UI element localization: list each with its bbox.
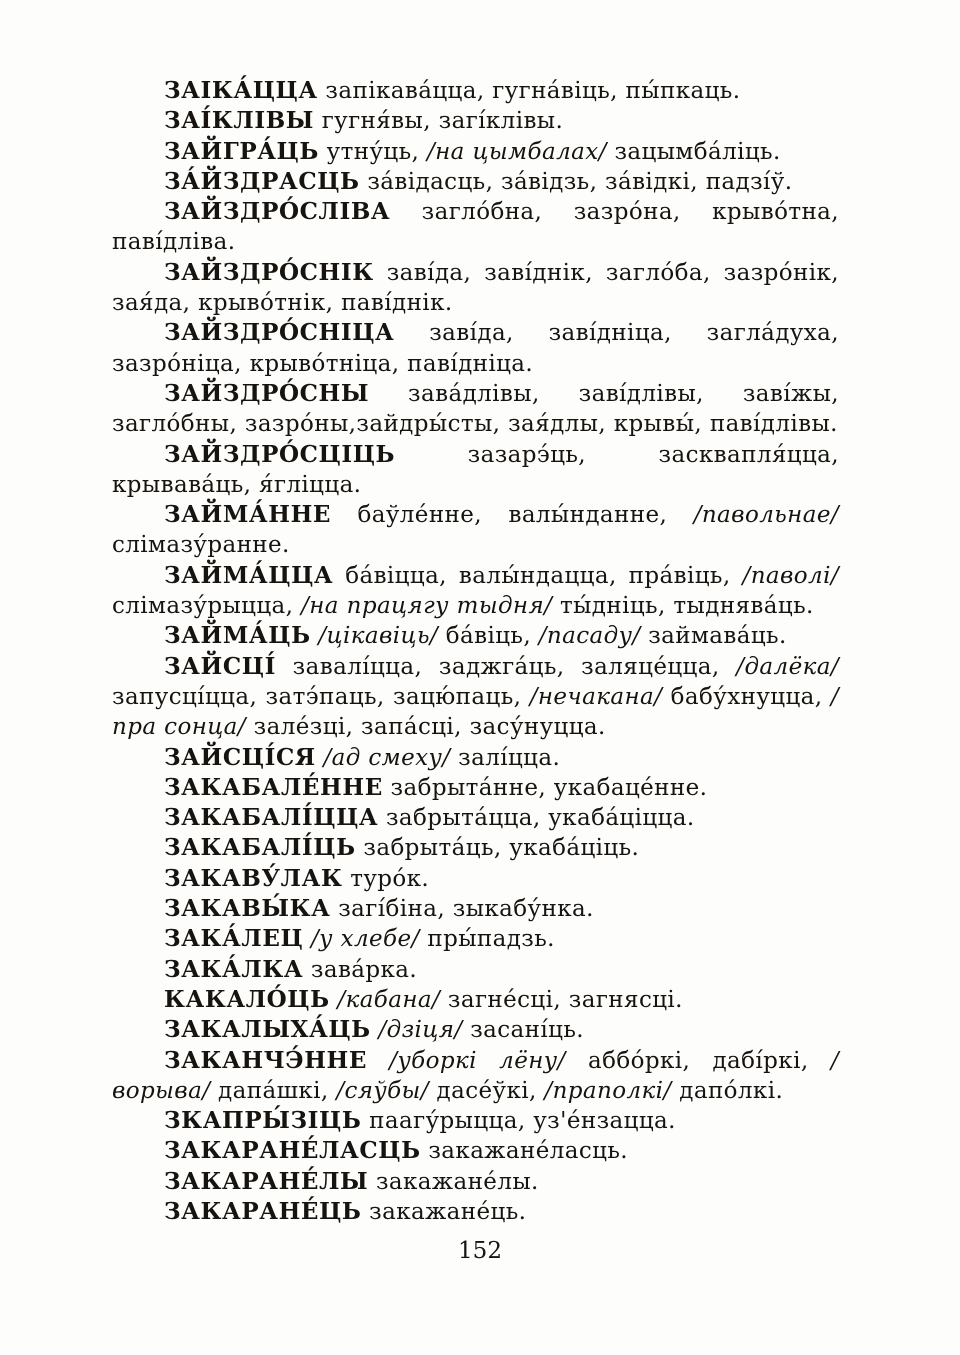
dictionary-entry (112, 197, 839, 258)
dictionary-entry (112, 561, 839, 622)
synonyms-text: залі́цца. (450, 744, 561, 771)
context-note: /дзіця/ (370, 1017, 463, 1044)
page-number: 152 (458, 1238, 502, 1264)
headword: ЗАЙЗДРО́СЦІЦЬ (164, 440, 396, 468)
synonyms-text: утну́ць, (318, 138, 420, 165)
dictionary-entry (112, 1015, 839, 1045)
context-note: /паволі/ (730, 562, 840, 589)
headword: ЗКАПРЫ́ЗІЦЬ (164, 1107, 362, 1135)
dictionary-entries (112, 76, 839, 1227)
headword: ЗАЙЗДРО́СНІК (164, 258, 374, 286)
context-note: /сяўбы/ (328, 1077, 429, 1104)
headword: ЗАЙСЦІ́ (164, 652, 276, 680)
synonyms-text: займава́ць. (640, 623, 787, 650)
context-note: /пасаду/ (531, 623, 641, 650)
synonyms-text: закажане́ласць. (420, 1138, 628, 1165)
headword: ЗАЙМА́ЦЦА (164, 561, 334, 589)
synonyms-text: загло́бна, зазро́на, крыво́тна, паві́дліва. (112, 199, 839, 256)
context-note: /пра сонца/ (112, 683, 839, 741)
headword: ЗАКАРАНЕ́ЦЬ (164, 1197, 362, 1225)
synonyms-text: гугня́вы, загі́клівы. (313, 108, 564, 135)
headword: ЗАКАЛЫХА́ЦЬ (164, 1016, 371, 1044)
synonyms-text: запусці́цца, затэ́паць, зацю́паць, (112, 683, 522, 710)
synonyms-text: зазарэ́ць, засквапля́цца, крывава́ць, я́гліцца. (112, 441, 839, 498)
context-note: /павольнае/ (667, 502, 839, 529)
dictionary-entry (112, 1106, 839, 1136)
headword: ЗАКАВЫ́КА (164, 895, 331, 923)
synonyms-text: ба́віць, (438, 623, 532, 650)
synonyms-text: закажане́ць. (361, 1198, 527, 1225)
headword: ЗАКА́ЛЕЦ (164, 925, 304, 953)
headword: ЗАЙСЦІ́СЯ (164, 743, 316, 771)
synonyms-text: завалі́цца, заджга́ць, заляце́цца, (275, 653, 720, 680)
synonyms-text: зава́длівы, заві́длівы, заві́жы, загло́бны, зазро́ны,зайдры́сты, зая́длы, крывы́, паві́длівы. (112, 380, 839, 438)
synonyms-text: дапо́лкі. (671, 1077, 784, 1104)
synonyms-text: зава́рка. (303, 956, 418, 983)
headword: ЗАЙЗДРО́СЛІВА (164, 198, 391, 226)
headword: ЗАКАВУ́ЛАК (164, 864, 343, 892)
synonyms-text: заві́да, заві́дніца, загла́духа, зазро́ніца, крыво́тніца, паві́дніца. (112, 320, 839, 377)
headword: ЗАЙГРА́ЦЬ (164, 137, 319, 165)
synonyms-text: засані́ць. (462, 1017, 584, 1044)
dictionary-entry (112, 652, 839, 743)
synonyms-text: паагу́рыцца, уз'е́нзацца. (361, 1108, 676, 1135)
synonyms-text: забрыта́ць, укаба́ціць. (355, 835, 640, 862)
synonyms-text: забрыта́цца, укаба́ціцца. (378, 805, 695, 832)
dictionary-entry (112, 773, 839, 803)
headword: КАКАЛО́ЦЬ (164, 985, 330, 1013)
dictionary-entry (112, 833, 839, 863)
synonyms-text: дапа́шкі, (210, 1077, 329, 1104)
synonyms-text: дасе́ўкі, (428, 1077, 537, 1104)
headword: ЗА́ЙЗДРАСЦЬ (164, 167, 360, 195)
synonyms-text: бабу́хнуцца, (662, 683, 823, 710)
context-note: /далёка/ (719, 653, 839, 680)
dictionary-entry (112, 803, 839, 833)
context-note: /на цымбалах/ (419, 138, 607, 165)
synonyms-text: загі́біна, зыкабу́нка. (330, 896, 594, 923)
synonyms-text: за́відасць, за́відзь, за́відкі, падзі́ў. (359, 168, 793, 195)
synonyms-text: зале́зці, запа́сці, засу́нуцца. (245, 714, 606, 741)
synonyms-text: запікава́цца, гугна́віць, пы́пкаць. (317, 78, 741, 104)
dictionary-entry (112, 924, 839, 954)
synonyms-text: заві́да, заві́днік, загло́ба, зазро́нік, зая́да, крыво́тнік, паві́днік. (112, 259, 839, 317)
context-note: /праполкі/ (536, 1077, 672, 1104)
dictionary-entry (112, 440, 839, 501)
dictionary-entry (112, 318, 839, 379)
dictionary-entry (112, 985, 839, 1015)
headword: ЗАКАРАНЕ́ЛАСЦЬ (164, 1137, 421, 1165)
synonyms-text: туро́к. (342, 865, 430, 892)
dictionary-entry (112, 500, 839, 561)
synonyms-text: зацымба́ліць. (606, 138, 781, 165)
headword: ЗАКАРАНЕ́ЛЫ (164, 1167, 369, 1195)
dictionary-entry (112, 743, 839, 773)
dictionary-entry (112, 167, 839, 197)
synonyms-text: закажане́лы. (368, 1168, 539, 1195)
context-note: /уборкі лёну/ (367, 1047, 566, 1074)
dictionary-entry (112, 258, 839, 319)
headword: ЗАКАБАЛЕ́ННЕ (164, 773, 383, 801)
dictionary-entry (112, 864, 839, 894)
headword: ЗАКАБАЛІ́ЦЬ (164, 834, 356, 862)
headword: ЗАЙМА́ЦЬ (164, 622, 311, 650)
dictionary-entry (112, 1167, 839, 1197)
headword: ЗАЙЗДРО́СНЫ (164, 379, 370, 407)
synonyms-text: ты́дніць, тыднява́ць. (552, 593, 814, 620)
synonyms-text: ба́віцца, валы́ндацца, пра́віць, (333, 562, 731, 589)
headword: ЗАЙМА́ННЕ (164, 501, 332, 529)
headword: ЗАКА́ЛКА (164, 955, 304, 983)
dictionary-entry (112, 1136, 839, 1166)
synonyms-text: пры́падзь. (419, 926, 555, 953)
dictionary-entry (112, 894, 839, 924)
headword: ЗАІКА́ЦЦА (164, 77, 318, 104)
synonyms-text: баўле́нне, валы́нданне, (331, 502, 668, 529)
headword: ЗАЙЗДРО́СНІЦА (164, 319, 395, 347)
synonyms-text: слімазу́ранне. (112, 532, 290, 559)
context-note: /ворыва/ (112, 1047, 839, 1104)
dictionary-entry (112, 106, 839, 136)
dictionary-entry (112, 955, 839, 985)
context-note: /у хлебе/ (303, 926, 420, 953)
dictionary-entry (112, 1197, 839, 1227)
synonyms-text: загне́сці, загнясці. (440, 986, 683, 1013)
context-note: /нечакана/ (521, 683, 663, 710)
dictionary-entry (112, 76, 839, 106)
synonyms-text: аббо́ркі, дабі́ркі, (565, 1047, 809, 1074)
dictionary-entry (112, 1046, 839, 1107)
context-note: /цікавіць/ (310, 623, 439, 650)
context-note: /на працягу тыдня/ (293, 593, 553, 620)
headword: ЗАКАНЧЭ́ННЕ (164, 1046, 367, 1074)
synonyms-text: забрыта́нне, укабаце́нне. (382, 774, 708, 801)
headword: ЗАКАБАЛІ́ЦЦА (164, 804, 379, 832)
synonyms-text: слімазу́рыцца, (112, 593, 294, 620)
dictionary-entry (112, 137, 839, 167)
context-note: /ад смеху/ (315, 744, 451, 771)
headword: ЗАІ́КЛІВЫ (164, 107, 314, 135)
dictionary-entry (112, 379, 839, 440)
dictionary-entry (112, 621, 839, 651)
context-note: /кабана/ (329, 986, 441, 1013)
